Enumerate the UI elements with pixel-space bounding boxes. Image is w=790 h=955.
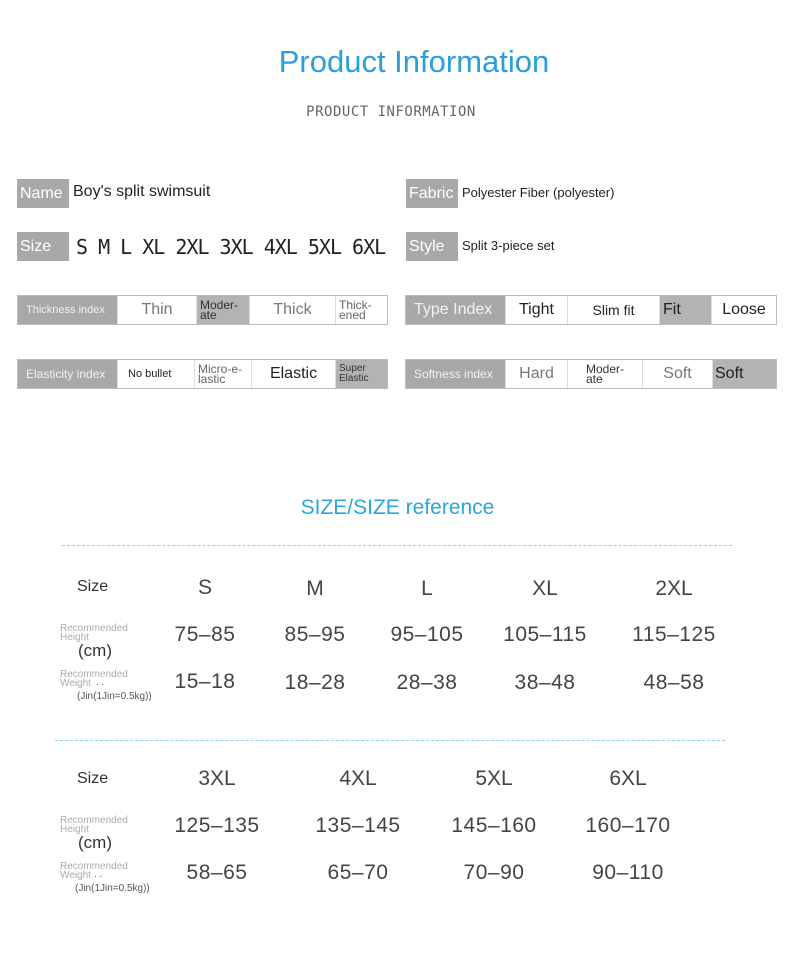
height-cell: 85–95 (284, 623, 346, 646)
type-option-tight: Tight (505, 296, 567, 324)
divider (62, 545, 732, 546)
size-col: XL (532, 577, 558, 600)
elasticity-option-super-elastic: Super Elastic (335, 360, 387, 388)
type-option-fit: Fit (659, 296, 711, 324)
elasticity-index-bar (17, 359, 388, 389)
weight-cell: 38–48 (514, 671, 576, 694)
page-title: Product Information (278, 44, 550, 79)
elasticity-option-micro-elastic: Micro-e- lastic (194, 360, 251, 388)
height-cell: 115–125 (632, 623, 716, 646)
type-option-loose: Loose (711, 296, 776, 324)
height-unit: (cm) (78, 833, 112, 852)
size-col: 2XL (655, 577, 693, 600)
weight-dots: . . (96, 677, 105, 688)
height-cell: 105–115 (503, 623, 587, 646)
page-subtitle: PRODUCT INFORMATION (306, 104, 476, 120)
weight-unit: (Jin(1Jin=0.5kg)) (75, 883, 150, 894)
thickness-option-thin: Thin (117, 296, 196, 324)
thickness-index-bar (17, 295, 388, 325)
softness-option-hard: Hard (505, 360, 567, 388)
height-cell: 160–170 (585, 814, 671, 837)
size-label: Size (17, 232, 69, 261)
height-label: Recommended Height (60, 623, 128, 643)
elasticity-option-elastic: Elastic (251, 360, 335, 388)
name-value: Boy's split swimsuit (73, 183, 211, 200)
height-cell: 135–145 (315, 814, 401, 837)
weight-cell: 70–90 (463, 861, 525, 884)
type-index-bar (405, 295, 777, 325)
softness-index-bar (405, 359, 777, 389)
size-col: 5XL (475, 767, 513, 790)
thickness-option-thickened: Thick- ened (335, 296, 387, 324)
size-col: L (421, 577, 433, 600)
weight-cell: 28–38 (396, 671, 458, 694)
height-cell: 125–135 (174, 814, 260, 837)
thickness-option-moderate: Moder- ate (196, 296, 249, 324)
height-cell: 145–160 (451, 814, 537, 837)
size-col: M (306, 577, 324, 600)
size-col: 3XL (198, 767, 236, 790)
softness-option-soft: Soft (642, 360, 712, 388)
size-col: S (197, 576, 212, 599)
weight-cell: 18–28 (284, 671, 346, 694)
elasticity-index-label: Elasticity index (18, 360, 117, 388)
elasticity-option-no-bullet: No bullet (117, 360, 194, 388)
softness-option-moderate: Moder- ate (567, 360, 642, 388)
thickness-index-label: Thickness index (18, 296, 117, 324)
divider (55, 740, 725, 741)
size-header: Size (77, 578, 109, 595)
thickness-option-thick: Thick (249, 296, 335, 324)
height-unit: (cm) (78, 641, 112, 660)
softness-option-soft-selected: Soft (712, 360, 776, 388)
size-reference-title: SIZE/SIZE reference (300, 496, 495, 519)
weight-dots: . . (94, 869, 103, 880)
style-value: Split 3-piece set (462, 237, 555, 253)
weight-cell: 65–70 (327, 861, 389, 884)
weight-label: Recommended Weight (60, 861, 128, 881)
size-col: 4XL (339, 767, 377, 790)
style-label: Style (406, 232, 458, 261)
size-value: S M L XL 2XL 3XL 4XL 5XL 6XL (76, 235, 386, 259)
fabric-value: Polyester Fiber (polyester) (462, 184, 615, 200)
type-option-slim-fit: Slim fit (567, 296, 659, 324)
weight-cell: 15–18 (174, 670, 236, 693)
softness-index-label: Softness index (406, 360, 505, 388)
weight-cell: 48–58 (643, 671, 705, 694)
weight-unit: (Jin(1Jin=0.5kg)) (77, 691, 152, 702)
height-cell: 95–105 (390, 623, 464, 646)
weight-label: Recommended Weight (60, 669, 128, 689)
size-col: 6XL (609, 767, 647, 790)
height-label: Recommended Height (60, 815, 128, 835)
name-label: Name (17, 179, 69, 208)
fabric-label: Fabric (406, 179, 458, 208)
weight-cell: 58–65 (186, 861, 248, 884)
type-index-label: Type Index (406, 296, 505, 324)
weight-cell: 90–110 (592, 861, 664, 884)
height-cell: 75–85 (174, 623, 236, 646)
size-header: Size (77, 770, 109, 787)
